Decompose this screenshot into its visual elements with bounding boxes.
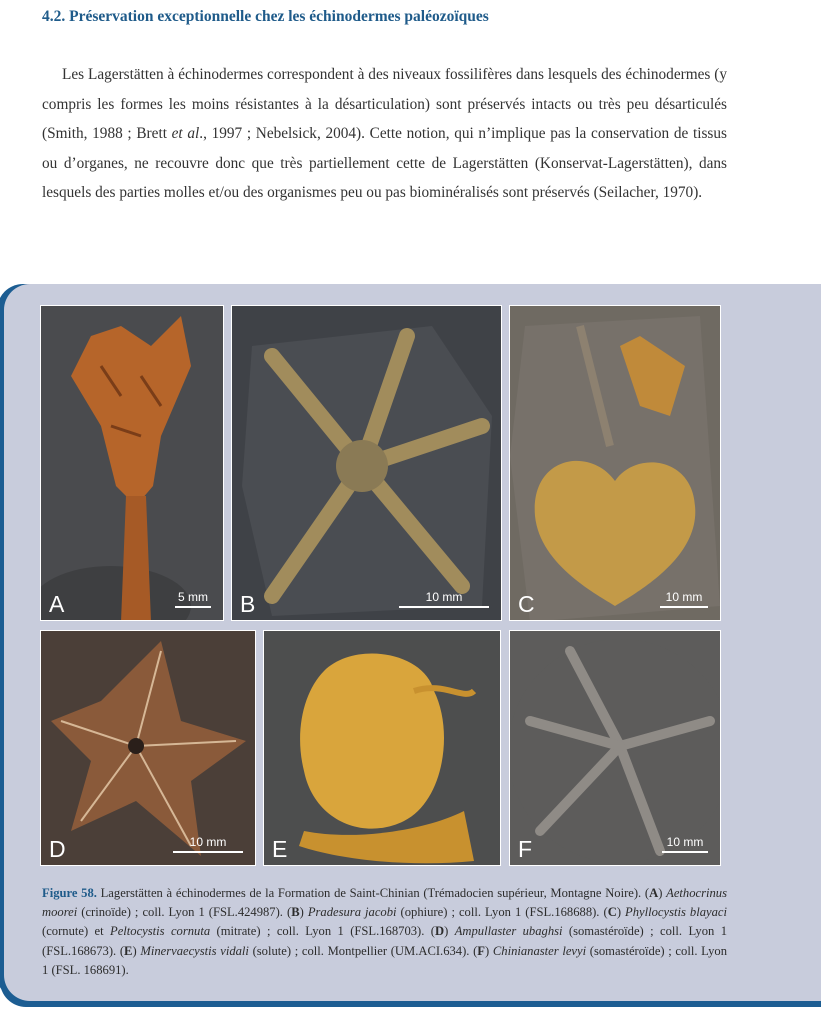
scale-bar-d: 10 mm bbox=[173, 835, 243, 853]
scale-bar-c: 10 mm bbox=[660, 590, 708, 608]
scale-bar-a: 5 mm bbox=[175, 590, 211, 608]
fossil-photo-f bbox=[509, 630, 721, 866]
crinoid-stem bbox=[121, 496, 151, 621]
fossil-photo-e bbox=[263, 630, 501, 866]
crinoid-fossil-image bbox=[41, 306, 224, 621]
panel-letter-c: C bbox=[518, 591, 535, 617]
solute-fossil-image bbox=[264, 631, 501, 866]
solute-theca bbox=[300, 654, 444, 829]
fossil-photo-c bbox=[509, 305, 721, 621]
panel-letter-b: B bbox=[240, 591, 256, 617]
section-title: 4.2. Préservation exceptionnelle chez les échinodermes paléozoïques bbox=[42, 8, 489, 25]
panel-letter-e: E bbox=[272, 836, 288, 862]
panel-letter-d: D bbox=[49, 836, 66, 862]
figure-caption: Figure 58. Lagerstätten à échinodermes de la Formation de Saint-Chinian (Trémadocien supérieur, Montagne Noire). (A) Aethocrinus moorei (crinoïde) ; coll. Lyon 1 (FSL.424987). (B) Pradesura jacobi (ophiure) ; coll. Lyon 1 (FSL.168688). (C) Phyllocystis blayaci (cornute) et Peltocystis cornuta (mitrate) ; coll. Lyon 1 (FSL.168703). (D) Ampullaster ubaghsi (somastéroïde) ; coll. Lyon 1 (FSL.168673). (E) Minervaecystis vidali (solute) ; coll. Montpellier (UM.ACI.634). (F) Chinianaster levyi (somastéroïde) ; coll. Lyon 1 (FSL. 168691). bbox=[42, 886, 728, 977]
scale-bar-f: 10 mm bbox=[662, 835, 708, 853]
fossil-photo-d bbox=[40, 630, 256, 866]
panel-letter-a: A bbox=[49, 591, 65, 617]
ophiuroid-fossil-image bbox=[232, 306, 502, 621]
fossil-photo-a bbox=[40, 305, 224, 621]
scale-bar-b: 10 mm bbox=[399, 590, 489, 608]
panel-letter-f: F bbox=[518, 836, 533, 862]
fossil-photo-b bbox=[231, 305, 502, 621]
somasteroid-f-fossil-image bbox=[510, 631, 721, 866]
somasteroid-fossil-image bbox=[41, 631, 256, 866]
body-paragraph: Les Lagerstätten à échinodermes correspondent à des niveaux fossilifères dans lesquels des échinodermes (y compris les formes les moins résistantes à la désarticulation) sont préservés intacts ou très peu désarticulés (Smith, 1988 ; Brett et al., 1997 ; Nebelsick, 2004). Cette notion, qui n’implique pas la conservation de tissus ou d’organes, ne recouvre donc que très partiellement cette de Lagerstätten (Konservat-Lagerstätten), dans lesquels des parties molles et/ou des organismes peu ou pas biominéralisés sont préservés (Seilacher, 1970). bbox=[42, 66, 727, 202]
ophiuroid-disc bbox=[336, 440, 388, 492]
stylophoran-fossil-image bbox=[510, 306, 721, 621]
